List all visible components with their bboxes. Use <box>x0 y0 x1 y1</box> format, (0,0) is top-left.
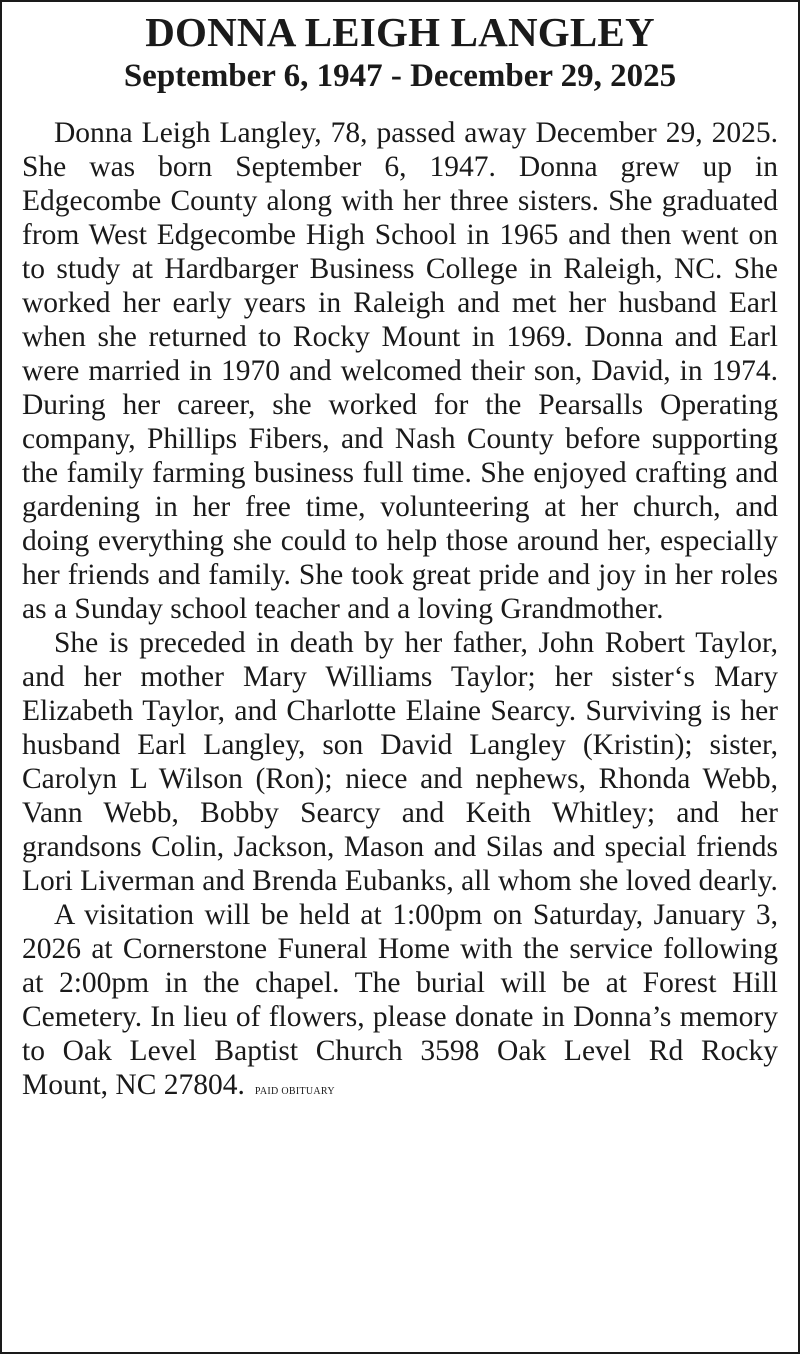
paragraph-services <box>22 898 778 1109</box>
obituary-body <box>22 116 778 1109</box>
services-text: A visitation will be held at 1:00pm on Saturday, January 3, 2026 at Cornerstone Funeral Home with the service following at 2:00pm in the chapel. The burial will be at Forest Hill Cemetery. In lieu of flowers, please donate in Donna’s memory to Oak Level Baptist Church 3598 Oak Level Rd Rocky Mount, NC 27804. <box>22 899 778 1101</box>
paid-obituary-label: PAID OBITUARY <box>254 1086 335 1097</box>
paragraph-family <box>22 626 778 898</box>
biography-text: Donna Leigh Langley, 78, passed away December 29, 2025. She was born September 6, 1947. Donna grew up in Edgecombe County along with her three sisters. She graduated from West Edgecombe High School in 1965 and then went on to study at Hardbarger Business College in Raleigh, NC. She worked her early years in Raleigh and met her husband Earl when she returned to Rocky Mount in 1969. Donna and Earl were married in 1970 and welcomed their son, David, in 1974. During her career, she worked for the Pearsalls Operating company, Phillips Fibers, and Nash County before supporting the family farming business full time. She enjoyed crafting and gardening in her free time, volunteering at her church, and doing everything she could to help those around her, especially her friends and family. She took great pride and joy in her roles as a Sunday school teacher and a loving Grandmother. <box>22 117 778 625</box>
paragraph-biography <box>22 116 778 626</box>
deceased-name: DONNA LEIGH LANGLEY <box>145 9 655 55</box>
life-dates: September 6, 1947 - December 29, 2025 <box>123 58 677 94</box>
family-text: She is preceded in death by her father, John Robert Taylor, and her mother Mary Williams Taylor; her sister‘s Mary Elizabeth Taylor, and Charlotte Elaine Searcy. Surviving is her husband Earl Langley, son David Langley (Kristin); sister, Carolyn L Wilson (Ron); niece and nephews, Rhonda Webb, Vann Webb, Bobby Searcy and Keith Whitley; and her grandsons Colin, Jackson, Mason and Silas and special friends Lori Liverman and Brenda Eubanks, all whom she loved dearly. <box>22 627 778 897</box>
